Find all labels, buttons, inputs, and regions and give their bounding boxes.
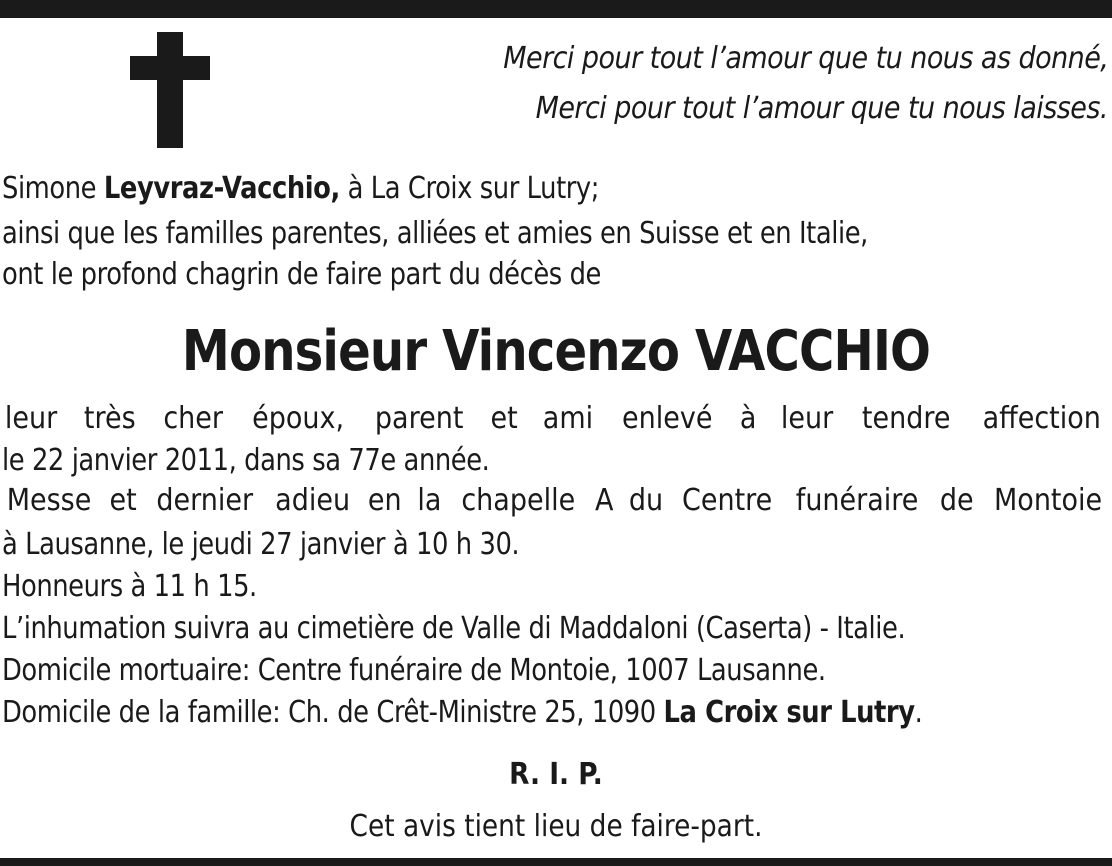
announcer-location: à La Croix sur Lutry; [339,171,600,206]
word: affection [983,401,1102,436]
word: A [594,483,614,518]
word: et [490,401,518,436]
family-address: Domicile de la famille: Ch. de Crêt-Ministre 25, 1090 [2,695,664,730]
details-line-4: à Lausanne, le jeudi 27 janvier à 10 h 30. [2,527,520,562]
word: très [83,401,136,436]
rip-heading: R. I. P. [509,757,603,792]
word: leur [4,401,58,436]
word: du [628,483,663,518]
word: enlevé [622,401,713,436]
word: en [367,483,402,518]
word: parent [374,401,464,436]
announcement-line: ont le profond chagrin de faire part du décès de [2,257,601,292]
details-line-6: L’inhumation suivra au cimetière de Valle di Maddaloni (Caserta) - Italie. [2,611,906,646]
verse-line-1: Merci pour tout l’amour que tu nous as donné, [502,41,1108,76]
verse-line-2: Merci pour tout l’amour que tu nous laisses. [535,91,1108,126]
word: leur [780,401,834,436]
word: à [739,401,757,436]
families-line: ainsi que les familles parentes, alliées et amies en Suisse et en Italie, [2,216,868,251]
word: funéraire [796,483,919,518]
word: cher [162,401,223,436]
details-line-7: Domicile mortuaire: Centre funéraire de Montoie, 1007 Lausanne. [2,653,826,688]
cross-horizontal-bar [130,56,210,80]
word: Centre [681,483,773,518]
word: et [109,483,138,518]
family-address-end: . [914,695,923,730]
word: dernier [156,483,253,518]
bottom-border-rule [0,858,1112,866]
details-line-5: Honneurs à 11 h 15. [2,569,257,604]
word: époux, [251,401,344,436]
announcer-line [2,171,600,206]
announcer-surname: Leyvraz-Vacchio, [103,171,340,206]
details-line-8 [2,695,923,730]
word: adieu [274,483,350,518]
cross-vertical-bar [157,32,183,148]
word: la [417,483,442,518]
word: ami [543,401,594,436]
details-line-3 [2,483,1108,518]
cross-icon [130,32,210,148]
word: de [939,483,974,518]
word: tendre [861,401,951,436]
word: Messe [6,483,92,518]
closing-note: Cet avis tient lieu de faire-part. [349,809,763,844]
announcer-given-name: Simone [2,171,104,206]
details-line-1 [2,401,1108,436]
deceased-name: Monsieur Vincenzo VACCHIO [181,319,931,384]
word: Montoie [993,483,1102,518]
word: chapelle [461,483,576,518]
top-border-rule [0,0,1112,18]
family-locality: La Croix sur Lutry [663,695,915,730]
details-line-2: le 22 janvier 2011, dans sa 77e année. [2,443,490,478]
